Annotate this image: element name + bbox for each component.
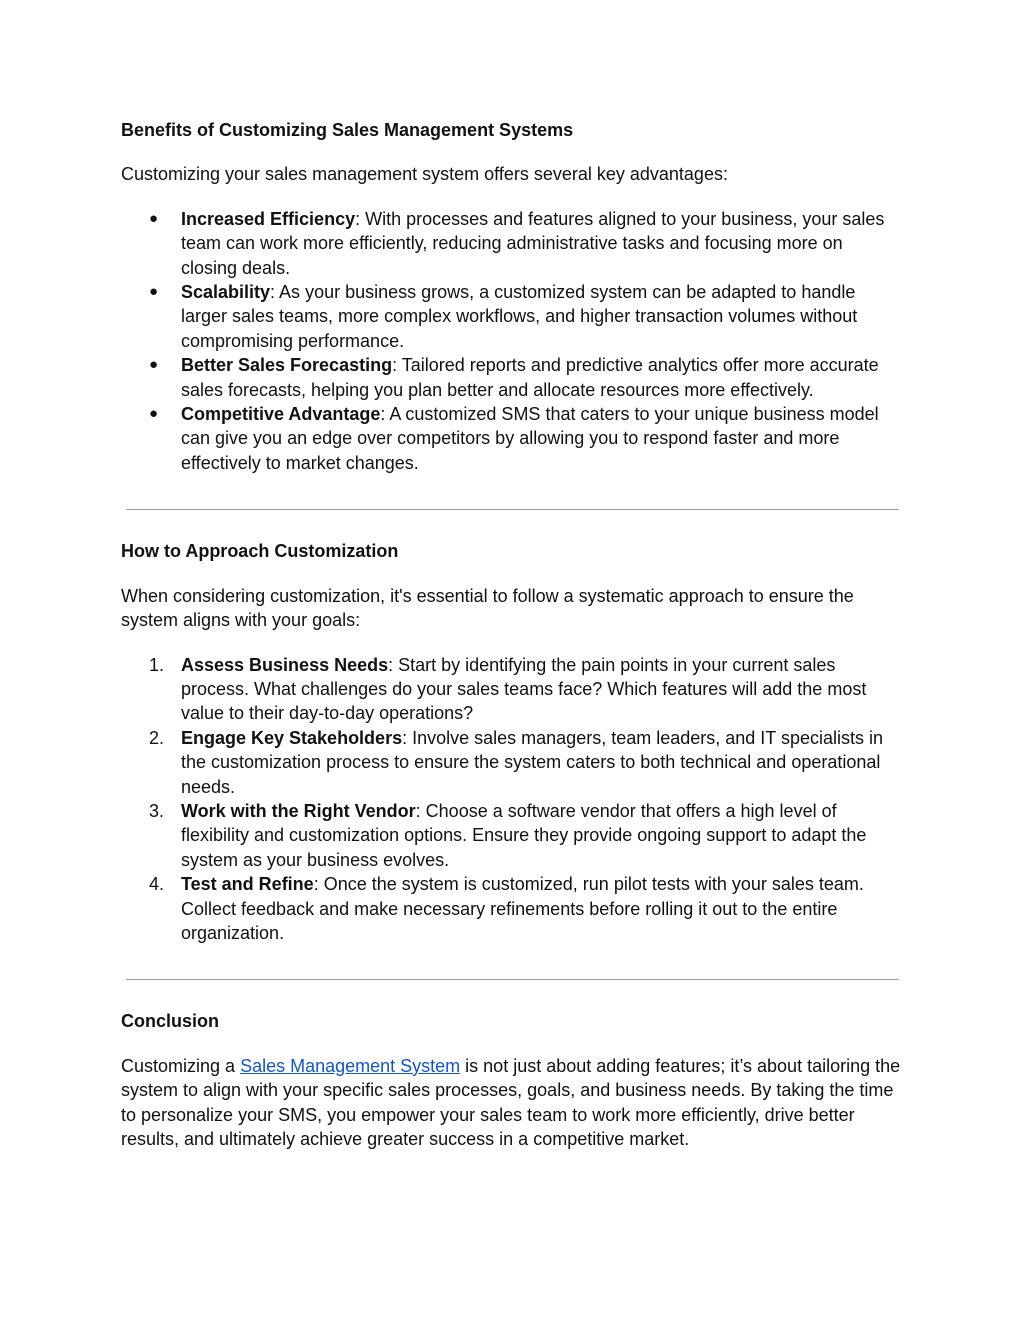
benefits-list-item (121, 353, 903, 402)
approach-heading: How to Approach Customization (121, 541, 399, 562)
benefits-heading: Benefits of Customizing Sales Management Systems (121, 120, 574, 140)
conclusion-text-before: Customizing a (121, 1055, 241, 1076)
approach-list-item (121, 799, 903, 872)
bullet-icon: ● (149, 209, 159, 227)
conclusion-paragraph (121, 1054, 903, 1152)
bullet-icon: ● (149, 405, 159, 423)
approach-intro: When considering customization, it's essential to follow a systematic approach to ensure the system aligns with your goals: (121, 585, 854, 631)
conclusion-text-after: is not just about adding features; it’s about tailoring the system to align with your specific sales processes, goals, and business needs. By taking the time to personalize your SMS, you empower your sales team to work more efficiently, drive better results, and ultimately achieve greater success in a competitive market. (121, 1055, 901, 1149)
approach-term: Assess Business Needs (181, 654, 389, 675)
benefits-list-item (121, 280, 903, 353)
benefit-text: : With processes and features aligned to your business, your sales team can work more efficiently, reducing administrative tasks and focusing more on closing deals. (181, 208, 885, 278)
approach-list-item (121, 726, 903, 799)
list-number: 4. (149, 874, 165, 895)
approach-text: : Once the system is customized, run pilot tests with your sales team. Collect feedback and make necessary refinements before rolling it out to the entire organization. (181, 874, 864, 943)
approach-list-item (121, 653, 903, 726)
bullet-icon: ● (149, 356, 159, 374)
approach-text: : Start by identifying the pain points in your current sales process. What challenges do your sales teams face? Which features will add the most value to their day-to-day operations? (181, 654, 867, 724)
list-number: 2. (149, 727, 165, 748)
approach-text: : Choose a software vendor that offers a high level of flexibility and customization options. Ensure they provide ongoing support to adapt the system as your business evolves. (181, 800, 867, 870)
approach-term: Work with the Right Vendor (181, 800, 416, 821)
benefits-list-item (121, 402, 903, 475)
document-content (121, 118, 903, 1151)
benefit-term: Better Sales Forecasting (181, 355, 393, 376)
benefit-term: Increased Efficiency (181, 208, 356, 229)
conclusion-heading: Conclusion (121, 1011, 219, 1032)
benefit-term: Competitive Advantage (181, 404, 381, 425)
approach-term: Engage Key Stakeholders (181, 727, 403, 748)
bullet-icon: ● (149, 283, 159, 301)
approach-list (121, 653, 903, 946)
benefit-term: Scalability (181, 282, 271, 303)
benefit-text: : As your business grows, a customized system can be adapted to handle larger sales teams, more complex workflows, and higher transaction volumes without compromising performance. (181, 282, 858, 351)
benefit-text: : Tailored reports and predictive analytics offer more accurate sales forecasts, helping you plan better and allocate resources more effectively. (181, 355, 879, 400)
benefit-text: : A customized SMS that caters to your unique business model can give you an edge over competitors by allowing you to respond faster and more effectively to market changes. (181, 404, 879, 473)
benefits-list-item (121, 207, 903, 280)
approach-list-item (121, 872, 903, 945)
list-number: 1. (149, 654, 165, 675)
benefits-intro: Customizing your sales management system offers several key advantages: (121, 164, 728, 185)
approach-term: Test and Refine (181, 874, 314, 895)
sales-management-system-link[interactable]: Sales Management System (240, 1055, 461, 1076)
list-number: 3. (149, 800, 165, 821)
benefits-list (121, 207, 903, 475)
approach-text: : Involve sales managers, team leaders, and IT specialists in the customization process to ensure the system caters to both technical and operational needs. (181, 727, 883, 797)
